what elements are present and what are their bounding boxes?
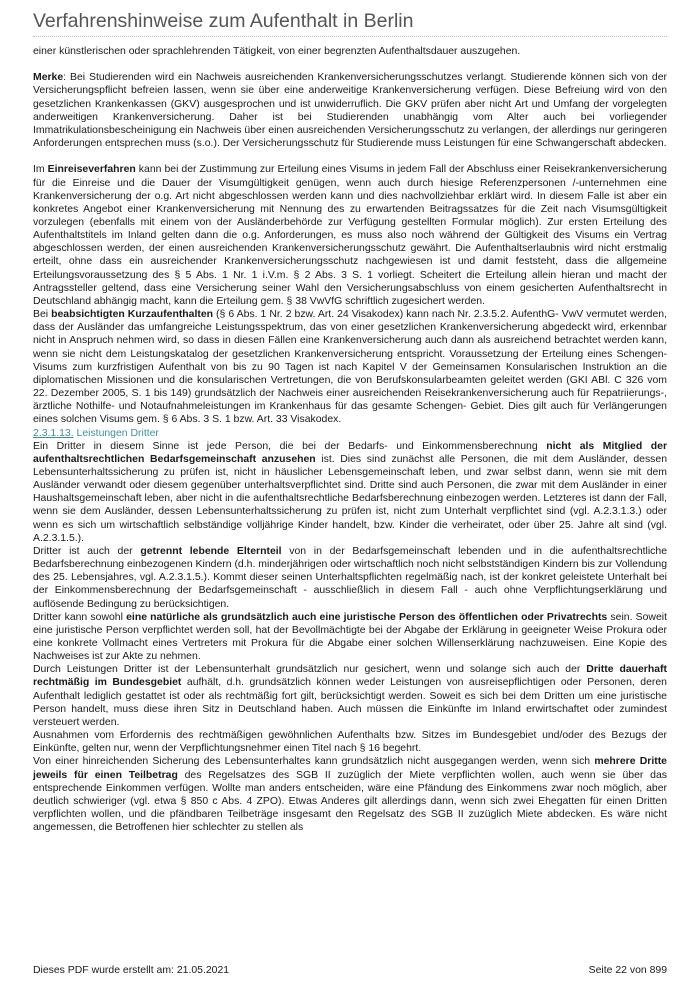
- paragraph-dritter: [33, 440, 667, 545]
- paragraph-text: aufhält, d.h. grundsätzlich können weder Leistungen von ausreisepflichtigen oder Personen, deren Aufenthalt lediglich gestattet ist oder als rechtmäßig fort gilt, berücksichtigt werden. Soweit es sich bei dem Dritten um eine juristische Person handelt, muss diese ihren Sitz in Deutschland haben. Auch müssen die Einkünfte im Inland erwirtschaftet oder zumindest versteuert werden.: [33, 677, 667, 728]
- paragraph-text: sein. Soweit eine juristische Person verpflichtet werden soll, hat der Bevollmächtigte bei der Abgabe der Erklärung in geeigneter Weise Prokura oder eine konkrete Vollmacht eines Vertreters mit Prokura für die Abgabe einer solchen Willenserklärung nachzuweisen. Eine Kopie des Nachweises ist zur Akte zu nehmen.: [33, 611, 667, 663]
- paragraph-text: Von einer hinreichenden Sicherung des Lebensunterhaltes kann grundsätzlich nicht ausgegangen werden, wenn sich: [33, 756, 595, 768]
- paragraph-bold: getrennt lebende Elternteil: [140, 545, 282, 557]
- paragraph-text: Dritter ist auch der: [33, 545, 141, 557]
- paragraph-einreiseverfahren: [33, 163, 667, 308]
- section-title[interactable]: Leistungen Dritter: [73, 427, 159, 439]
- paragraph-kurzaufenthalte: [33, 308, 667, 426]
- paragraph-bold: mehrere Dritte jeweils für einen Teilbetrag: [33, 756, 667, 781]
- paragraph-gap: [33, 150, 667, 163]
- paragraph-bold: eine natürliche als grundsätzlich auch eine juristische Person des öffentlichen oder Privatrechts: [126, 611, 608, 623]
- paragraph-bold: Merke: [33, 72, 64, 84]
- paragraph-text: Ein Dritter in diesem Sinne ist jede Person, die bei der Bedarfs- und Einkommensberechnung: [33, 440, 547, 452]
- paragraph-continuation: einer künstlerischen oder sprachlehrenden Tätigkeit, von einer begrenzten Aufenthaltsdauer auszugehen.: [33, 46, 521, 57]
- paragraph-mehrere-dritte: [33, 755, 667, 834]
- paragraph-gap: [33, 58, 667, 71]
- paragraph-text: Bei: [33, 309, 52, 321]
- paragraph-text: ist. Dies sind zunächst alle Personen, die mit dem Ausländer, dessen Lebensunterhaltssicherung zu prüfen ist, nicht in häuslicher Lebensgemeinschaft leben, und zwar selbst dann, wenn sie mit dem Ausländer verwandt oder diesem gegenüber unterhaltsverpflichtet sind. Dritte sind auch Personen, die zwar mit dem Ausländer in einer Haushaltsgemeinschaft leben, aber nicht in die aufenthaltsrechtliche Bedarfsberechnung einbezogen werden. Letzteres ist dann der Fall, wenn sie dem Ausländer, dessen Lebensunterhaltssicherung zu prüfen ist, nicht zum Unterhalt verpflichtet sind (vgl. A.2.3.1.3.) oder wenn es sich um wirtschaftlich selbständige volljährige Kinder handelt, bzw. Kinder die verheiratet, oder über 25. Jahre alt sind (vgl. A.2.3.1.5.).: [33, 453, 667, 544]
- document-page: [33, 10, 667, 834]
- section-heading-link[interactable]: [33, 427, 667, 440]
- footer-created-date: Dieses PDF wurde erstellt am: 21.05.2021: [33, 965, 230, 976]
- paragraph-text: Im: [33, 164, 48, 176]
- section-number[interactable]: 2.3.1.13.: [33, 427, 74, 439]
- paragraph-bold: nicht als Mitglied der aufenthaltsrechtlichen Bedarfsgemeinschaft anzusehen: [33, 440, 668, 465]
- paragraph-text: Dritter kann sowohl: [33, 611, 127, 623]
- page-title: Verfahrenshinweise zum Aufenthalt in Berlin: [33, 10, 667, 37]
- paragraph-ausnahmen: Ausnahmen vom Erfordernis des rechtmäßigen gewöhnlichen Aufenthalts bzw. Sitzes im Bundesgebiet und/oder des Bezugs der Einkünfte, gelten nur, wenn der Verpflichtungsnehmer einen Titel nach § 16 begehrt.: [33, 730, 667, 755]
- paragraph-rechtmaessig: [33, 663, 667, 729]
- paragraph-bold: Einreiseverfahren: [47, 164, 136, 176]
- paragraph-text: (§ 6 Abs. 1 Nr. 2 bzw. Art. 24 Visakodex) kann nach Nr. 2.3.5.2. AufenthG- VwV vermutet werden, dass der Ausländer das umfangreiche Leistungsspektrum, das von einer gesetzlichen Krankenversicherung abgedeckt wird, erkennbar nicht in Anspruch nehmen wird, so dass in diesen Fällen eine Krankenversicherung auch dann als ausreichend betrachtet werden kann, wenn sie nicht dem Leistungskatalog der gesetzlichen Krankenversicherung entspricht. Voraussetzung der Erteilung eines Schengen-Visums zum kurzfristigen Aufenthalt von bis zu 90 Tagen ist nach Kapitel V der Gemeinsamen Konsularischen Instruktion an die diplomatischen Missionen und die konsularischen Vertretungen, die von Berufskonsularbeamten geleitet werden (GKI ABl. C 326 vom 22. Dezember 2005, S. 1 bis 149) grundsätzlich der Nachweis einer ausreichenden Reisekrankenversicherung auch für Repatriierungs-, ärztliche Nothilfe- und Notaufnahmeleistungen im Krankenhaus für das gesamte Schengen- Gebiet. Dies gilt auch für Verlängerungen eines solchen Visums gem. § 6 Abs. 3 S. 1 bzw. Art. 33 Visakodex.: [33, 309, 667, 426]
- paragraph-text: : Bei Studierenden wird ein Nachweis ausreichenden Krankenversicherungsschutzes verlangt. Studierende können sich von der Versicherungspflicht befreien lassen, wenn sie über eine anderweitige Krankenversicherung verfügen. Diese Befreiung wird von den gesetzlichen Krankenkassen (GKV) ausgesprochen und ist unwiderruflich. Die GKV prüfen aber nicht Art und Umfang der vorgelegten anderweitigen Krankenversicherung. Daher ist bei Studierenden unabhängig vom Alter auch bei vorliegender Immatrikulationsbescheinigung ein Nachweis über einen ausreichenden Versicherungsschutz zu verlangen, der allerdings nur geringeren Anforderungen entsprechen muss (s.o.). Der Versicherungsschutz für Studierende muss Leistungen für eine Schwangerschaft abdecken.: [33, 72, 667, 150]
- paragraph-bold: Dritte dauerhaft rechtmäßig im Bundesgebiet: [33, 664, 667, 689]
- paragraph-text: kann bei der Zustimmung zur Erteilung eines Visums in jedem Fall der Abschluss einer Reisekrankenversicherung für die Einreise und die Dauer der Visumgültigkeit genügen, wenn auch durch hiesige Referenzpersonen /-unternehmen eine Krankenversicherung der o.g. Art nicht abgeschlossen werden kann und dies nachvollziehbar erklärt wird. In diesem Falle ist aber ein konkretes Angebot einer Krankenversicherung mit Nennung des zu erwartenden Beitragssatzes für die Zeit nach Visumsgültigkeit vorzulegen (ebenfalls mit einem von der Ausländerbehörde zur Verfügung gestellten Formular möglich). Zur ersten Erteilung des Aufenthaltstitels im Inland gelten dann die o.g. Anforderungen, es muss also noch während der Gültigkeit des Visums ein Vertrag abgeschlossen werden, der einen ausreichenden Krankenversicherungsschutz gewährt. Die Aufenthaltserlaubnis wird nicht erstmalig erteilt, ohne dass ein ausreichender Krankenversicherungsschutz nachgewiesen ist und damit feststeht, dass die allgemeine Erteilungsvoraussetzung des § 5 Abs. 1 Nr. 1 i.V.m. § 2 Abs. 3 S. 1 vorliegt. Scheitert die Erteilung allein hieran und macht der Antragssteller geltend, dass eine Versicherung seiner Wahl den Versicherungsabschluss von einem gesicherten Aufenthaltsrecht in Deutschland abhängig macht, kann die Erteilung gem. § 38 VwVfG schriftlich zugesichert werden.: [33, 164, 667, 307]
- paragraph-juristische-person: [33, 611, 667, 664]
- paragraph-text: von in der Bedarfsgemeinschaft lebenden und in die aufenthaltsrechtliche Bedarfsberechnung einbezogenen Kindern (d.h. minderjährigen oder wirtschaftlich noch nicht selbstständigen Kindern bis zur Vollendung des 25. Lebensjahres, vgl. A.2.3.1.5.). Kommt dieser seinen Unterhaltspflichten regelmäßig nach, ist der konkret geleistete Unterhalt bei der Einkommensberechnung der Bedarfsgemeinschaft - ausschließlich in diesem Fall - auch ohne Verpflichtungserklärung und auflösende Bedingung zu berücksichtigen.: [33, 545, 668, 610]
- footer-page-number: Seite 22 von 899: [588, 965, 667, 976]
- paragraph-text: Durch Leistungen Dritter ist der Lebensunterhalt grundsätzlich nur gesichert, wenn und solange sich auch der: [33, 664, 587, 676]
- document-body: [33, 45, 667, 834]
- paragraph-elternteil: [33, 545, 667, 611]
- paragraph-bold: beabsichtigten Kurzaufenthalten: [51, 309, 214, 321]
- paragraph-merke: [33, 71, 667, 150]
- page-footer: [33, 965, 667, 976]
- paragraph-text: des Regelsatzes des SGB II zuzüglich der Miete verpflichten wollen, auch wenn sie über das entsprechende Einkommen verfügen. Wollte man anders entscheiden, wäre eine Pfändung des Einkommens zwar noch möglich, aber deutlich schwieriger (vgl. etwa § 850 c Abs. 4 ZPO). Etwas Anderes gilt allerdings dann, wenn sich zwei Ehegatten für einen Dritten verpflichten wollen, und die pfändbaren Teilbeträge insgesamt den Regelsatz des SGB II zuzüglich Miete abdecken. Es wäre nicht angemessen, die Betroffenen hier schlechter zu stellen als: [33, 769, 667, 834]
